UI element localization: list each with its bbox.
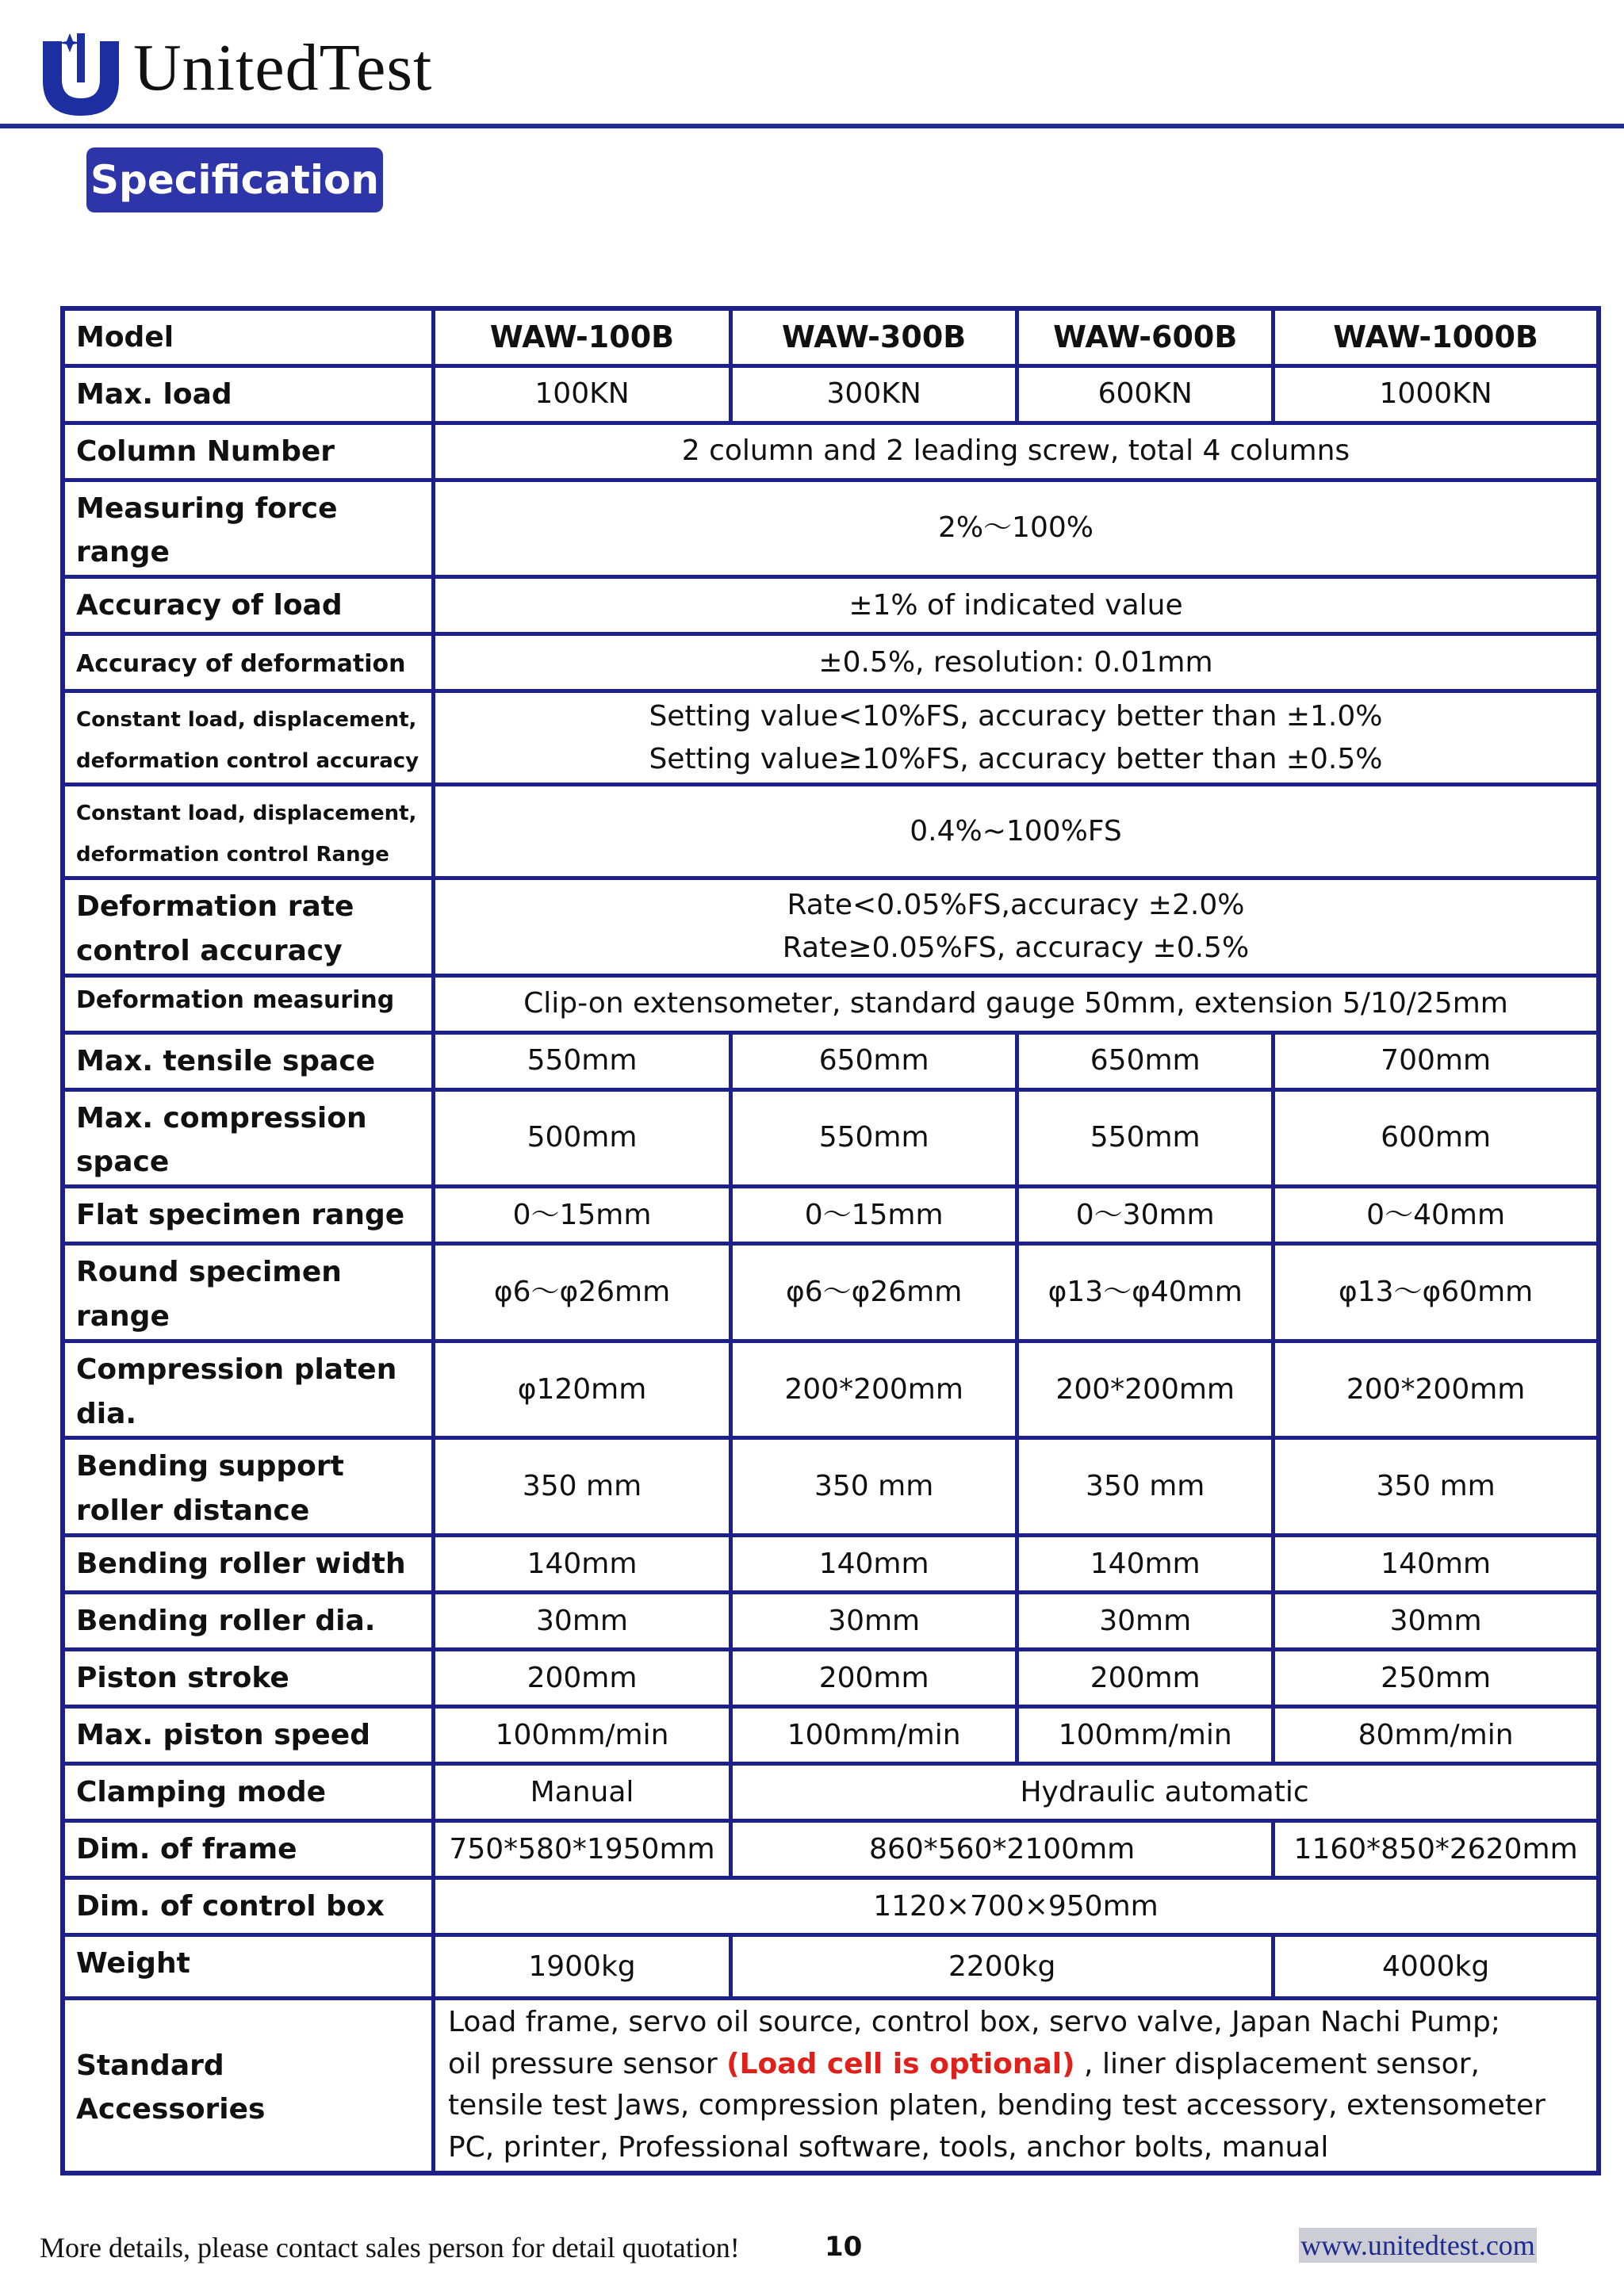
table-row-control-accuracy: [63, 691, 1599, 785]
row-label: Max. piston speed: [63, 1707, 433, 1764]
table-cell: 200mm: [433, 1650, 730, 1707]
table-cell: 600KN: [1017, 365, 1274, 423]
table-cell: 100mm/min: [1017, 1707, 1274, 1764]
table-row-column-number: [63, 423, 1599, 480]
table-cell: 2200kg: [731, 1935, 1274, 1999]
table-row-round-specimen-range: [63, 1244, 1599, 1341]
row-label: Max. tensile space: [63, 1032, 433, 1089]
table-cell: 30mm: [1274, 1593, 1599, 1650]
row-label: Dim. of control box: [63, 1878, 433, 1935]
table-row-weight: [63, 1935, 1599, 1999]
table-row-dim-frame: [63, 1821, 1599, 1878]
table-row-max-load: [63, 365, 1599, 423]
row-label: Compression platen dia.: [63, 1341, 433, 1438]
table-cell: 550mm: [731, 1089, 1017, 1187]
row-label: Bending roller dia.: [63, 1593, 433, 1650]
table-row-bending-roller-width: [63, 1536, 1599, 1593]
table-cell: Manual: [433, 1764, 730, 1821]
table-cell: φ6～φ26mm: [731, 1244, 1017, 1341]
table-cell: 140mm: [731, 1536, 1017, 1593]
table-row-flat-specimen-range: [63, 1187, 1599, 1244]
row-label: Flat specimen range: [63, 1187, 433, 1244]
table-cell: Hydraulic automatic: [731, 1764, 1599, 1821]
table-cell: 500mm: [433, 1089, 730, 1187]
table-cell: Rate<0.05%FS,accuracy ±2.0% Rate≥0.05%FS, accuracy ±0.5%: [433, 878, 1599, 976]
table-cell: 140mm: [1274, 1536, 1599, 1593]
specification-tab: Specification: [86, 147, 383, 212]
table-cell: 600mm: [1274, 1089, 1599, 1187]
row-label: Model: [63, 308, 433, 365]
table-cell: 650mm: [731, 1032, 1017, 1089]
website-link[interactable]: www.unitedtest.com: [1299, 2228, 1537, 2263]
table-cell: 1120×700×950mm: [433, 1878, 1599, 1935]
row-label: Dim. of frame: [63, 1821, 433, 1878]
optional-note: (Load cell is optional): [726, 2047, 1075, 2080]
unitedtest-logo-icon: [38, 30, 124, 119]
row-label: Column Number: [63, 423, 433, 480]
table-cell: 300KN: [731, 365, 1017, 423]
table-cell: 80mm/min: [1274, 1707, 1599, 1764]
row-label: Bending roller width: [63, 1536, 433, 1593]
table-cell: 100mm/min: [731, 1707, 1017, 1764]
table-cell: 350 mm: [1274, 1438, 1599, 1536]
specification-table: [60, 306, 1601, 2175]
table-cell: 0～30mm: [1017, 1187, 1274, 1244]
brand-name: UnitedTest: [133, 31, 433, 105]
row-label: Clamping mode: [63, 1764, 433, 1821]
table-row-measuring-force-range: [63, 480, 1599, 577]
table-cell: 250mm: [1274, 1650, 1599, 1707]
table-cell: 650mm: [1017, 1032, 1274, 1089]
table-cell: 550mm: [433, 1032, 730, 1089]
row-label: Round specimen range: [63, 1244, 433, 1341]
table-cell: 2%～100%: [433, 480, 1599, 577]
table-cell: φ6～φ26mm: [433, 1244, 730, 1341]
table-cell: 140mm: [1017, 1536, 1274, 1593]
table-row-compression-platen: [63, 1341, 1599, 1438]
model-header: WAW-1000B: [1274, 308, 1599, 365]
row-label: Constant load, displacement, deformation control accuracy: [63, 691, 433, 785]
table-cell: 30mm: [1017, 1593, 1274, 1650]
table-row-control-range: [63, 785, 1599, 878]
table-cell: φ13～φ40mm: [1017, 1244, 1274, 1341]
table-row-piston-stroke: [63, 1650, 1599, 1707]
table-cell: 200*200mm: [731, 1341, 1017, 1438]
table-cell: 200*200mm: [1274, 1341, 1599, 1438]
table-cell: 30mm: [731, 1593, 1017, 1650]
table-cell: 200mm: [731, 1650, 1017, 1707]
table-cell: 1000KN: [1274, 365, 1599, 423]
table-cell: 700mm: [1274, 1032, 1599, 1089]
row-label: Deformation rate control accuracy: [63, 878, 433, 976]
table-cell: 350 mm: [731, 1438, 1017, 1536]
row-label: Constant load, displacement, deformation control Range: [63, 785, 433, 878]
table-row-accuracy-of-deformation: [63, 634, 1599, 691]
model-header: WAW-300B: [731, 308, 1017, 365]
model-header: WAW-600B: [1017, 308, 1274, 365]
table-cell: 1160*850*2620mm: [1274, 1821, 1599, 1878]
row-label: Max. load: [63, 365, 433, 423]
table-row-deformation-measuring: [63, 975, 1599, 1032]
table-row-dim-control-box: [63, 1878, 1599, 1935]
table-cell: 350 mm: [433, 1438, 730, 1536]
table-cell: Clip-on extensometer, standard gauge 50mm, extension 5/10/25mm: [433, 975, 1599, 1032]
table-row-max-tensile-space: [63, 1032, 1599, 1089]
table-cell: Setting value<10%FS, accuracy better than ±1.0% Setting value≥10%FS, accuracy better than ±0.5%: [433, 691, 1599, 785]
row-label: Deformation measuring: [63, 975, 433, 1032]
table-row-model: [63, 308, 1599, 365]
table-cell: φ120mm: [433, 1341, 730, 1438]
table-row-clamping-mode: [63, 1764, 1599, 1821]
table-cell: 2 column and 2 leading screw, total 4 columns: [433, 423, 1599, 480]
page-header: [0, 0, 1624, 135]
row-label: Accuracy of deformation: [63, 634, 433, 691]
row-label: Piston stroke: [63, 1650, 433, 1707]
table-row-deformation-rate: [63, 878, 1599, 976]
table-cell: 0～15mm: [731, 1187, 1017, 1244]
table-row-max-piston-speed: [63, 1707, 1599, 1764]
page-number: 10: [825, 2231, 863, 2263]
table-cell: ±1% of indicated value: [433, 577, 1599, 634]
table-cell: 30mm: [433, 1593, 730, 1650]
model-header: WAW-100B: [433, 308, 730, 365]
table-cell: 100KN: [433, 365, 730, 423]
table-cell: ±0.5%, resolution: 0.01mm: [433, 634, 1599, 691]
row-label: Bending support roller distance: [63, 1438, 433, 1536]
table-cell: 4000kg: [1274, 1935, 1599, 1999]
row-label: Weight: [63, 1935, 433, 1999]
table-cell: 0～40mm: [1274, 1187, 1599, 1244]
row-label: Measuring force range: [63, 480, 433, 577]
table-row-standard-accessories: [63, 1999, 1599, 2173]
table-row-max-compression-space: [63, 1089, 1599, 1187]
table-cell: 100mm/min: [433, 1707, 730, 1764]
table-row-bending-support: [63, 1438, 1599, 1536]
table-cell: 550mm: [1017, 1089, 1274, 1187]
table-cell: 0.4%~100%FS: [433, 785, 1599, 878]
table-cell: 200*200mm: [1017, 1341, 1274, 1438]
footer-note: More details, please contact sales person for detail quotation!: [40, 2232, 740, 2263]
table-cell: 140mm: [433, 1536, 730, 1593]
row-label: Max. compression space: [63, 1089, 433, 1187]
table-cell: 750*580*1950mm: [433, 1821, 730, 1878]
table-cell: 350 mm: [1017, 1438, 1274, 1536]
table-cell: 0～15mm: [433, 1187, 730, 1244]
table-row-accuracy-of-load: [63, 577, 1599, 634]
row-label: Accuracy of load: [63, 577, 433, 634]
row-label: Standard Accessories: [63, 1999, 433, 2173]
table-cell: 860*560*2100mm: [731, 1821, 1274, 1878]
table-cell: φ13～φ60mm: [1274, 1244, 1599, 1341]
accessories-cell: Load frame, servo oil source, control box, servo valve, Japan Nachi Pump; oil pressure sensor (Load cell is optional) , liner displacement sensor, tensile test Jaws, compression platen, bending test accessory, extensometer PC, printer, Professional software, tools, anchor bolts, manual: [433, 1999, 1599, 2173]
table-row-bending-roller-dia: [63, 1593, 1599, 1650]
header-divider: [0, 124, 1624, 128]
table-cell: 200mm: [1017, 1650, 1274, 1707]
table-cell: 1900kg: [433, 1935, 730, 1999]
